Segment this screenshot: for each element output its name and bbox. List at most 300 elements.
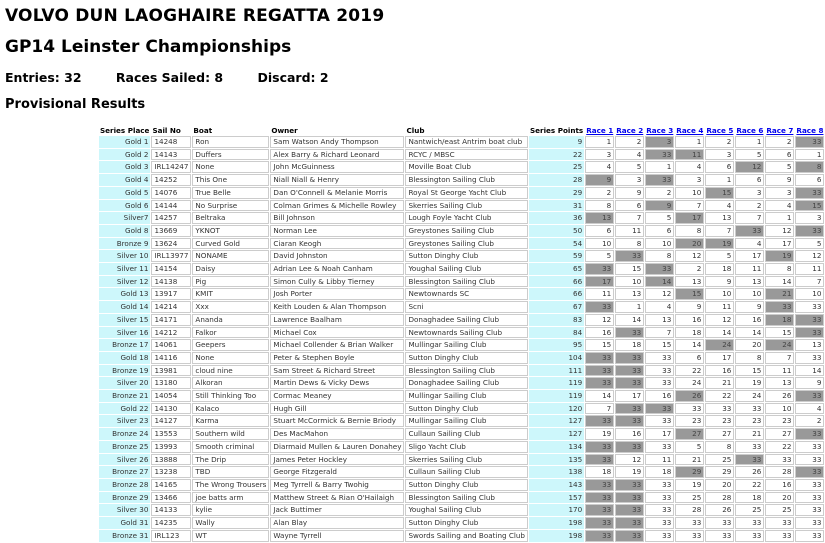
race-result-cell: 33 [645,530,674,542]
club-cell: Sutton Dinghy Club [405,352,528,364]
race-result-discarded: 19 [765,250,794,262]
club-cell: Donaghadee Sailing Club [405,314,528,326]
race-1-link[interactable]: Race 1 [586,126,614,135]
club-cell: Royal St George Yacht Club [405,187,528,199]
race-result-cell: 4 [735,238,764,250]
race-result-cell: 17 [735,250,764,262]
boat-cell: Pig [192,276,269,288]
boat-cell: TBD [192,466,269,478]
series-points-cell: 119 [529,377,584,389]
race-result-discarded: 8 [795,161,824,173]
race-result-discarded: 13 [585,212,614,224]
club-cell: Sligo Yacht Club [405,441,528,453]
race-8-link[interactable]: Race 8 [796,126,824,135]
header-row [99,126,824,135]
race-result-cell: 6 [615,200,644,212]
race-result-cell: 33 [735,530,764,542]
boat-cell: None [192,352,269,364]
race-result-cell: 8 [705,441,734,453]
series-place-cell: Bronze 31 [99,530,150,542]
series-points-cell: 31 [529,200,584,212]
race-result-discarded: 24 [705,339,734,351]
owner-cell: Diarmaid Mullen & Lauren Donahey [270,441,404,453]
sail-no-cell: 13981 [151,365,191,377]
discard-count: Discard: 2 [257,70,329,85]
race-result-cell: 2 [645,187,674,199]
table-row [99,504,824,516]
owner-cell: John McGuinness [270,161,404,173]
table-row [99,365,824,377]
owner-cell: Alan Blay [270,517,404,529]
owner-cell: Michael Collender & Brian Walker [270,339,404,351]
race-7-link[interactable]: Race 7 [766,126,794,135]
sail-no-cell: 14143 [151,149,191,161]
header-race-3 [645,126,674,135]
race-result-discarded: 33 [585,492,614,504]
race-result-cell: 33 [675,517,704,529]
race-result-cell: 14 [705,327,734,339]
race-result-cell: 33 [795,441,824,453]
series-points-cell: 59 [529,250,584,262]
series-points-cell: 127 [529,428,584,440]
club-cell: Sutton Dinghy Club [405,250,528,262]
table-row [99,352,824,364]
results-body [99,136,824,542]
series-place-cell: Silver 26 [99,454,150,466]
race-result-discarded: 27 [675,428,704,440]
series-points-cell: 22 [529,149,584,161]
owner-cell: Simon Cully & Libby Tierney [270,276,404,288]
series-points-cell: 66 [529,276,584,288]
table-row [99,492,824,504]
owner-cell: Norman Lee [270,225,404,237]
sail-no-cell: 14144 [151,200,191,212]
sail-no-cell: 14171 [151,314,191,326]
race-result-discarded: 12 [735,161,764,173]
series-points-cell: 28 [529,174,584,186]
race-result-cell: 14 [795,365,824,377]
table-row [99,466,824,478]
race-result-cell: 16 [765,479,794,491]
race-result-cell: 6 [705,161,734,173]
race-result-discarded: 33 [585,504,614,516]
table-row [99,377,824,389]
race-result-cell: 25 [675,492,704,504]
race-result-cell: 1 [765,212,794,224]
boat-cell: Daisy [192,263,269,275]
race-result-cell: 18 [675,327,704,339]
club-cell: Cullaun Sailing Club [405,466,528,478]
series-place-cell: Silver 12 [99,276,150,288]
race-result-cell: 5 [585,250,614,262]
race-result-cell: 11 [765,365,794,377]
race-result-cell: 13 [675,276,704,288]
race-result-cell: 33 [795,504,824,516]
race-result-cell: 5 [675,441,704,453]
series-points-cell: 119 [529,390,584,402]
race-result-cell: 11 [615,225,644,237]
race-result-cell: 8 [765,263,794,275]
race-result-cell: 6 [645,225,674,237]
race-result-discarded: 33 [795,327,824,339]
sail-no-cell: IRL13977 [151,250,191,262]
race-result-cell: 3 [675,174,704,186]
boat-cell: Wally [192,517,269,529]
table-row [99,161,824,173]
race-result-discarded: 9 [585,174,614,186]
race-result-cell: 16 [645,390,674,402]
race-result-cell: 3 [735,187,764,199]
boat-cell: Kalaco [192,403,269,415]
race-result-cell: 9 [675,301,704,313]
race-result-discarded: 33 [795,428,824,440]
race-result-cell: 4 [675,161,704,173]
boat-cell: Southern wild [192,428,269,440]
race-result-cell: 16 [705,365,734,377]
owner-cell: Wayne Tyrrell [270,530,404,542]
series-points-cell: 95 [529,339,584,351]
race-result-discarded: 33 [795,466,824,478]
race-result-discarded: 33 [615,327,644,339]
boat-cell: YKNOT [192,225,269,237]
race-result-cell: 3 [585,149,614,161]
series-points-cell: 127 [529,415,584,427]
race-result-cell: 4 [765,200,794,212]
series-points-cell: 29 [529,187,584,199]
race-result-cell: 33 [795,454,824,466]
club-cell: Mullingar Sailing Club [405,415,528,427]
race-result-cell: 28 [705,492,734,504]
boat-cell: None [192,161,269,173]
club-cell: RCYC / MBSC [405,149,528,161]
sail-no-cell: 14214 [151,301,191,313]
race-result-cell: 33 [675,530,704,542]
race-result-cell: 18 [645,466,674,478]
club-cell: Lough Foyle Yacht Club [405,212,528,224]
table-row [99,454,824,466]
sail-no-cell: 13553 [151,428,191,440]
race-result-cell: 33 [795,530,824,542]
race-result-cell: 12 [615,454,644,466]
header-race-6 [735,126,764,135]
race-result-discarded: 33 [645,149,674,161]
race-result-cell: 33 [795,517,824,529]
club-cell: Greystones Sailing Club [405,225,528,237]
race-result-cell: 13 [705,212,734,224]
race-result-cell: 33 [705,403,734,415]
owner-cell: Stuart McCormick & Bernie Briody [270,415,404,427]
series-place-cell: Bronze 25 [99,441,150,453]
race-result-cell: 5 [765,161,794,173]
series-place-cell: Bronze 17 [99,339,150,351]
race-result-cell: 17 [615,390,644,402]
race-result-cell: 19 [585,428,614,440]
sail-no-cell: 13238 [151,466,191,478]
series-place-cell: Silver 16 [99,327,150,339]
owner-cell: James Peter Hockley [270,454,404,466]
race-result-discarded: 33 [795,187,824,199]
race-result-discarded: 33 [795,225,824,237]
boat-cell: No Surprise [192,200,269,212]
boat-cell: Duffers [192,149,269,161]
race-5-link[interactable]: Race 5 [706,126,734,135]
race-result-cell: 33 [735,441,764,453]
race-result-discarded: 33 [795,136,824,148]
race-result-cell: 10 [585,238,614,250]
sail-no-cell: 14130 [151,403,191,415]
race-result-cell: 10 [615,276,644,288]
race-result-cell: 23 [675,415,704,427]
race-result-cell: 14 [615,314,644,326]
sail-no-cell: 13888 [151,454,191,466]
race-result-cell: 1 [705,174,734,186]
header-owner: Owner [270,126,404,135]
series-place-cell: Gold 14 [99,301,150,313]
owner-cell: Ciaran Keogh [270,238,404,250]
race-result-cell: 1 [735,136,764,148]
series-place-cell: Silver 11 [99,263,150,275]
race-result-discarded: 33 [585,530,614,542]
series-place-cell: Silver 30 [99,504,150,516]
race-result-cell: 4 [795,403,824,415]
club-cell: Blessington Sailing Club [405,365,528,377]
race-3-link[interactable]: Race 3 [646,126,674,135]
race-result-cell: 13 [615,288,644,300]
race-result-cell: 1 [675,136,704,148]
race-result-cell: 25 [765,504,794,516]
race-result-cell: 23 [705,415,734,427]
owner-cell: Josh Porter [270,288,404,300]
boat-cell: Ananda [192,314,269,326]
race-result-cell: 12 [795,250,824,262]
race-result-cell: 6 [735,174,764,186]
club-cell: Greystones Sailing Club [405,238,528,250]
header-club: Club [405,126,528,135]
race-result-cell: 22 [735,479,764,491]
boat-cell: True Belle [192,187,269,199]
race-result-discarded: 33 [615,504,644,516]
race-result-cell: 27 [765,428,794,440]
sail-no-cell: 14165 [151,479,191,491]
race-result-discarded: 17 [585,276,614,288]
race-result-cell: 33 [645,517,674,529]
header-boat: Boat [192,126,269,135]
series-place-cell: Gold 1 [99,136,150,148]
race-result-cell: 18 [585,466,614,478]
sail-no-cell: 14138 [151,276,191,288]
table-row [99,212,824,224]
series-points-cell: 157 [529,492,584,504]
race-result-cell: 10 [705,288,734,300]
table-row [99,428,824,440]
series-points-cell: 134 [529,441,584,453]
owner-cell: Alex Barry & Richard Leonard [270,149,404,161]
race-6-link[interactable]: Race 6 [736,126,764,135]
race-result-cell: 16 [675,314,704,326]
race-result-cell: 10 [735,288,764,300]
race-result-cell: 33 [705,530,734,542]
race-result-discarded: 33 [585,365,614,377]
race-result-cell: 10 [765,403,794,415]
owner-cell: Jack Buttimer [270,504,404,516]
sail-no-cell: IRL123 [151,530,191,542]
race-result-cell: 7 [765,352,794,364]
series-place-cell: Silver 20 [99,377,150,389]
race-result-cell: 8 [735,352,764,364]
race-result-discarded: 33 [585,454,614,466]
owner-cell: Peter & Stephen Boyle [270,352,404,364]
race-result-cell: 2 [795,415,824,427]
series-place-cell: Silver 10 [99,250,150,262]
race-result-cell: 14 [765,276,794,288]
boat-cell: KMIT [192,288,269,300]
race-result-cell: 17 [765,238,794,250]
sail-no-cell: 13993 [151,441,191,453]
series-points-cell: 104 [529,352,584,364]
sail-no-cell: IRL14247 [151,161,191,173]
race-result-cell: 9 [795,377,824,389]
race-result-cell: 5 [705,250,734,262]
race-result-cell: 33 [645,441,674,453]
race-2-link[interactable]: Race 2 [616,126,644,135]
race-4-link[interactable]: Race 4 [676,126,704,135]
club-cell: Mullingar Sailing Club [405,339,528,351]
race-result-discarded: 33 [585,441,614,453]
table-row [99,314,824,326]
series-place-cell: Gold 13 [99,288,150,300]
race-result-cell: 33 [795,352,824,364]
race-result-cell: 2 [675,263,704,275]
race-result-cell: 16 [735,314,764,326]
race-result-cell: 1 [645,161,674,173]
boat-cell: Smooth criminal [192,441,269,453]
series-points-cell: 138 [529,466,584,478]
race-result-cell: 2 [735,200,764,212]
race-result-cell: 28 [765,466,794,478]
owner-cell: Adrian Lee & Noah Canham [270,263,404,275]
sail-no-cell: 14235 [151,517,191,529]
boat-cell: Beltraka [192,212,269,224]
series-points-cell: 198 [529,530,584,542]
race-result-cell: 3 [615,174,644,186]
series-points-cell: 143 [529,479,584,491]
race-result-cell: 15 [735,365,764,377]
table-row [99,149,824,161]
race-result-cell: 33 [645,377,674,389]
boat-cell: The Wrong Trousers [192,479,269,491]
race-result-discarded: 33 [585,352,614,364]
series-points-cell: 25 [529,161,584,173]
race-result-discarded: 19 [705,238,734,250]
series-place-cell: Bronze 28 [99,479,150,491]
race-result-discarded: 33 [615,250,644,262]
race-result-cell: 20 [735,339,764,351]
table-row [99,403,824,415]
owner-cell: Colman Grimes & Michelle Rowley [270,200,404,212]
club-cell: Blessington Sailing Club [405,174,528,186]
series-points-cell: 36 [529,212,584,224]
series-points-cell: 111 [529,365,584,377]
race-result-cell: 25 [735,504,764,516]
race-result-cell: 20 [765,492,794,504]
owner-cell: Matthew Street & Rian O'Hailaigh [270,492,404,504]
table-row [99,174,824,186]
race-result-cell: 2 [585,187,614,199]
race-result-cell: 6 [675,352,704,364]
race-result-cell: 21 [705,377,734,389]
race-result-cell: 19 [735,377,764,389]
race-result-cell: 27 [705,428,734,440]
sail-no-cell: 13917 [151,288,191,300]
race-result-cell: 28 [675,504,704,516]
table-row [99,517,824,529]
race-result-cell: 18 [735,492,764,504]
race-result-cell: 11 [585,288,614,300]
race-result-discarded: 33 [585,301,614,313]
race-result-cell: 7 [795,276,824,288]
race-result-cell: 26 [765,390,794,402]
boat-cell: cloud nine [192,365,269,377]
table-row [99,136,824,148]
race-result-discarded: 29 [675,466,704,478]
series-points-cell: 50 [529,225,584,237]
sail-no-cell: 14076 [151,187,191,199]
series-points-cell: 84 [529,327,584,339]
race-result-cell: 5 [735,149,764,161]
club-cell: Skerries Sailing Club [405,454,528,466]
header-race-7 [765,126,794,135]
race-result-cell: 33 [645,479,674,491]
section-title: Provisional Results [5,97,146,112]
race-result-discarded: 33 [615,365,644,377]
owner-cell: Des MacMahon [270,428,404,440]
owner-cell: Niall Niall & Henry [270,174,404,186]
header-race-1 [585,126,614,135]
club-cell: Donaghadee Sailing Club [405,377,528,389]
race-result-cell: 2 [705,136,734,148]
club-cell: Youghal Sailing Club [405,263,528,275]
race-result-cell: 1 [795,149,824,161]
races-sailed: Races Sailed: 8 [115,70,224,85]
race-result-discarded: 33 [585,479,614,491]
race-result-cell: 3 [705,149,734,161]
sail-no-cell: 14212 [151,327,191,339]
race-result-discarded: 33 [645,403,674,415]
race-result-cell: 12 [765,225,794,237]
table-row [99,327,824,339]
series-points-cell: 66 [529,288,584,300]
club-cell: Newtownards SC [405,288,528,300]
club-cell: Sutton Dinghy Club [405,479,528,491]
race-result-cell: 12 [705,314,734,326]
series-place-cell: Gold 5 [99,187,150,199]
race-result-cell: 33 [675,403,704,415]
boat-cell: Xxx [192,301,269,313]
race-result-cell: 10 [675,187,704,199]
series-place-cell: Gold 8 [99,225,150,237]
owner-cell: Michael Cox [270,327,404,339]
boat-cell: kylie [192,504,269,516]
race-result-cell: 1 [585,136,614,148]
series-place-cell: Silver7 [99,212,150,224]
club-cell: Youghal Sailing Club [405,504,528,516]
table-row [99,301,824,313]
race-result-cell: 23 [765,415,794,427]
race-result-discarded: 3 [645,136,674,148]
event-meta [5,70,359,85]
series-place-cell: Gold 22 [99,403,150,415]
race-result-cell: 11 [645,454,674,466]
